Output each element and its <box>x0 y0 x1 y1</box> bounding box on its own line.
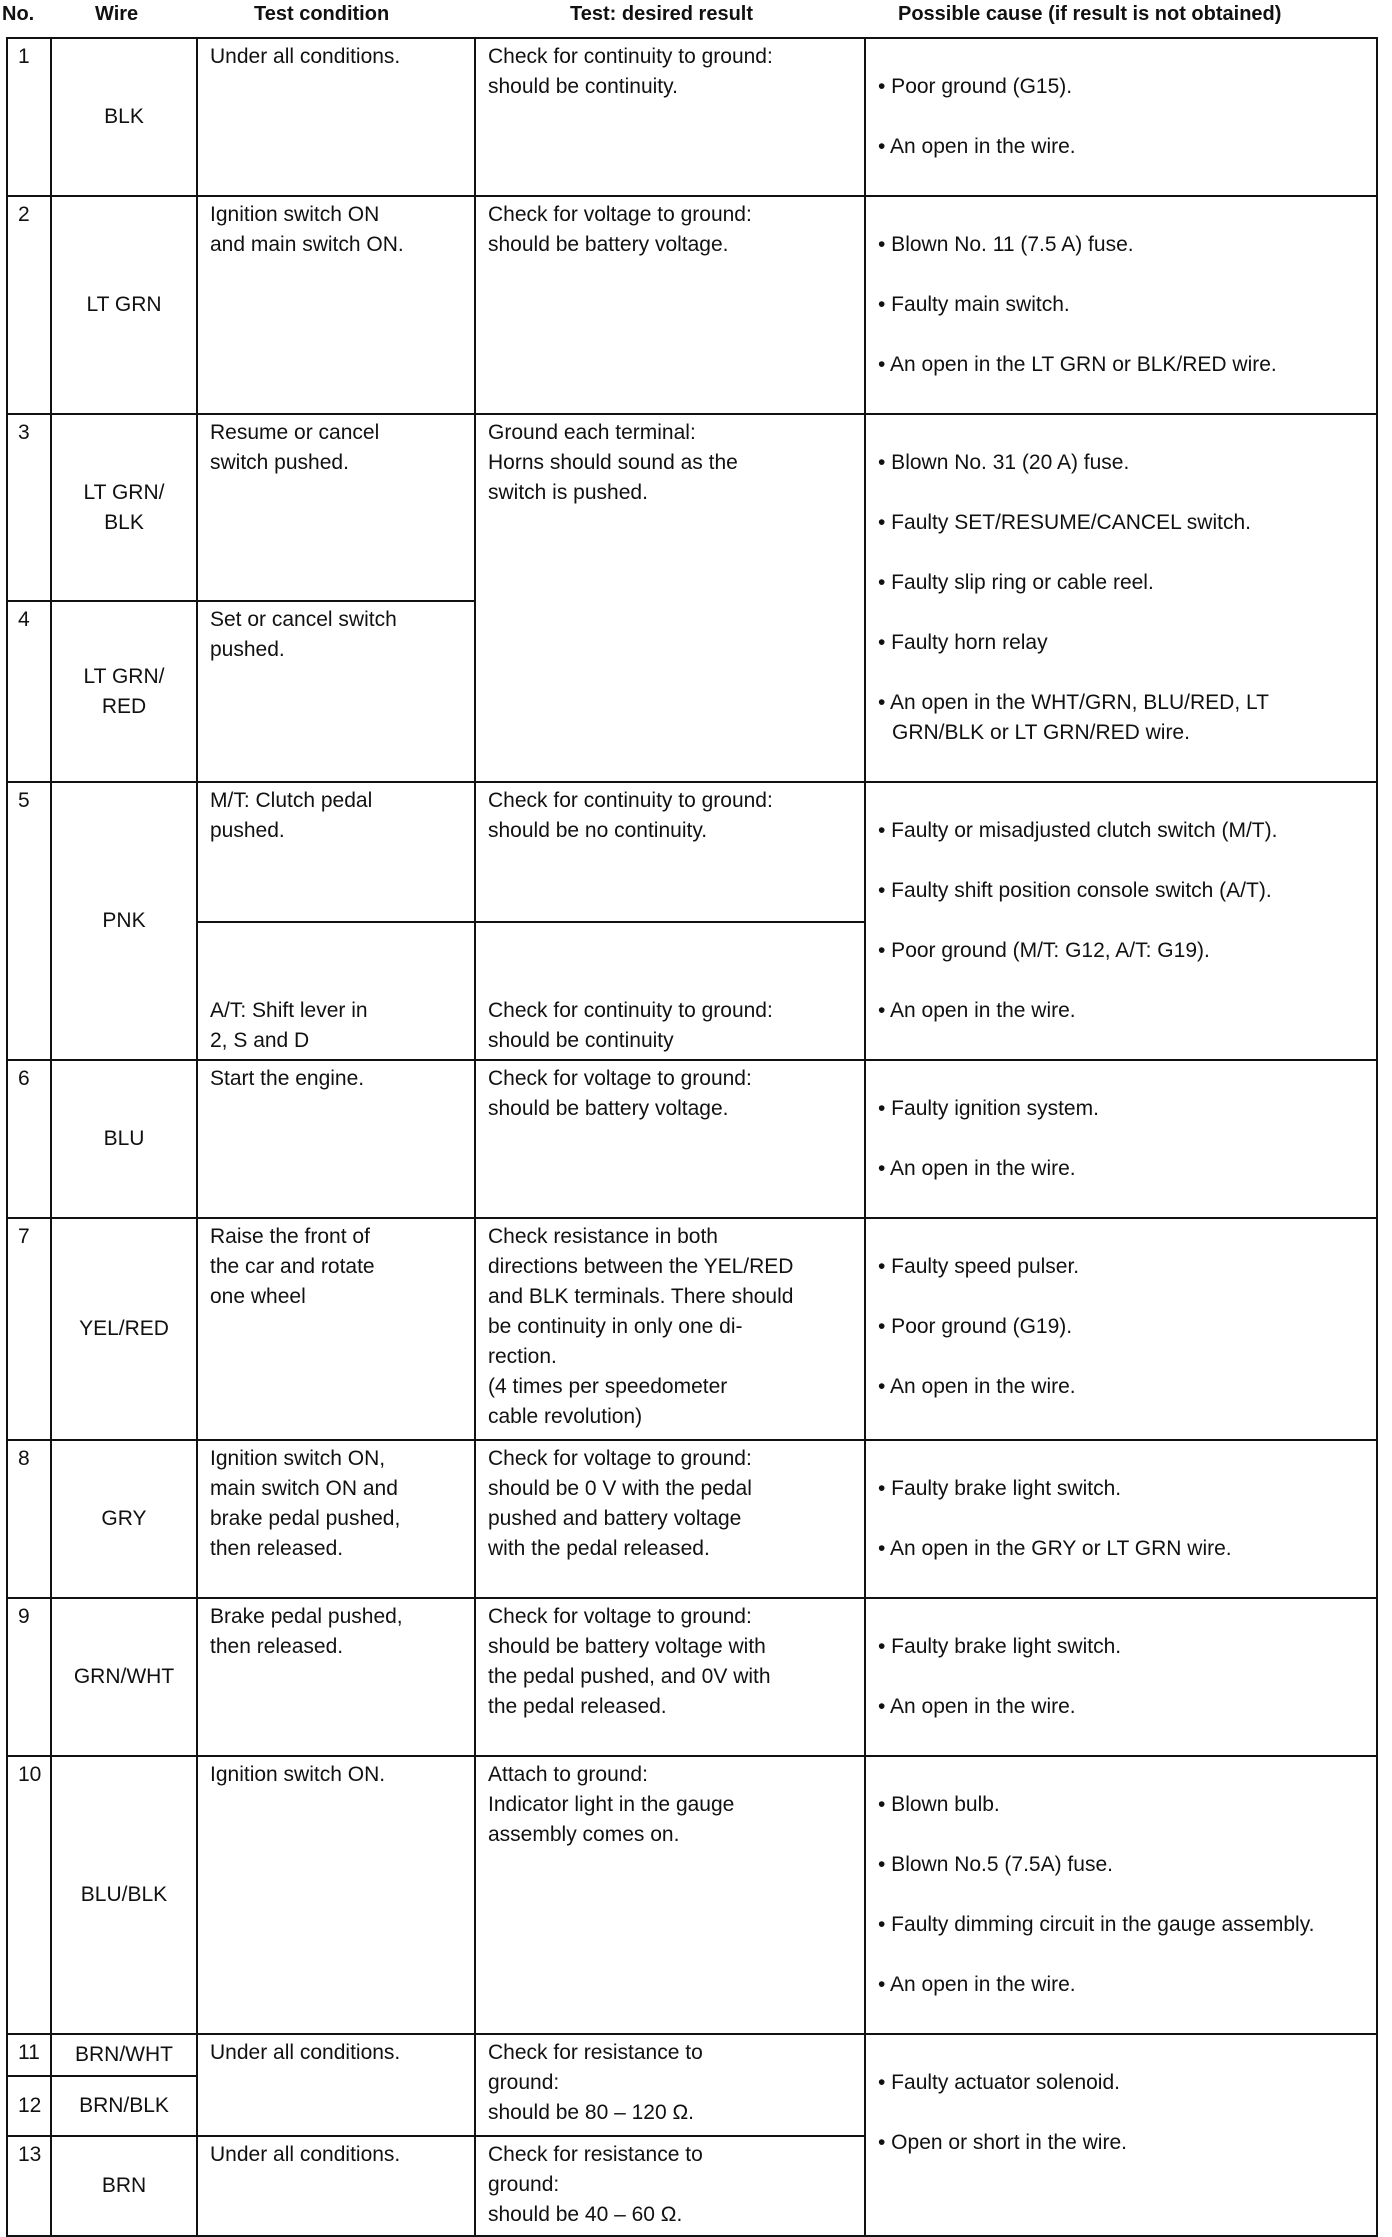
row-number: 13 <box>7 2136 51 2236</box>
desired-result: Check for voltage to ground: should be battery voltage. <box>475 196 865 414</box>
table-row <box>7 2034 1377 2076</box>
cause-item: • Poor ground (G19). <box>878 1315 1073 1338</box>
possible-cause <box>865 1440 1377 1598</box>
desired-result: Check for voltage to ground: should be battery voltage. <box>475 1060 865 1218</box>
table-header <box>0 0 1392 36</box>
cause-item: • An open in the wire. <box>878 1973 1076 1996</box>
cause-item: • Faulty slip ring or cable reel. <box>878 571 1154 594</box>
cause-item: • An open in the WHT/GRN, BLU/RED, LT GRN/BLK or LT GRN/RED wire. <box>878 691 1269 744</box>
cause-item: • Faulty SET/RESUME/CANCEL switch. <box>878 511 1251 534</box>
header-wire: Wire <box>95 3 139 25</box>
desired-result: Check resistance in both directions between the YEL/RED and BLK terminals. There should be continuity in only one di- rection. (4 times per speedometer cable revolution) <box>475 1218 865 1440</box>
cause-item: • Faulty or misadjusted clutch switch (M/T). <box>878 819 1278 842</box>
cause-item: • An open in the wire. <box>878 1375 1076 1398</box>
test-condition: Ignition switch ON. <box>197 1756 475 2034</box>
test-condition: Raise the front of the car and rotate one wheel <box>197 1218 475 1440</box>
wire-color: BRN <box>51 2136 197 2236</box>
cause-item: • Faulty speed pulser. <box>878 1255 1080 1278</box>
cause-item: • An open in the wire. <box>878 999 1076 1022</box>
desired-result: Check for resistance to ground: should be 40 – 60 Ω. <box>475 2136 865 2236</box>
cause-item: • An open in the GRY or LT GRN wire. <box>878 1537 1232 1560</box>
table-row <box>7 782 1377 922</box>
cause-item: • Blown No.5 (7.5A) fuse. <box>878 1853 1113 1876</box>
test-condition: M/T: Clutch pedal pushed. <box>197 782 475 922</box>
table-row <box>7 414 1377 601</box>
possible-cause <box>865 414 1377 782</box>
table-row <box>7 196 1377 414</box>
table-row <box>7 38 1377 196</box>
cause-item: • An open in the wire. <box>878 135 1076 158</box>
desired-result: Check for voltage to ground: should be battery voltage with the pedal pushed, and 0V with the pedal released. <box>475 1598 865 1756</box>
header-test-condition: Test condition <box>254 3 390 25</box>
row-number: 3 <box>7 414 51 601</box>
cause-item: • Faulty ignition system. <box>878 1097 1099 1120</box>
test-condition: Under all conditions. <box>197 2034 475 2136</box>
wire-color: BRN/BLK <box>51 2076 197 2136</box>
cause-item: • Faulty main switch. <box>878 293 1070 316</box>
desired-result: Check for voltage to ground: should be 0 V with the pedal pushed and battery voltage with the pedal released. <box>475 1440 865 1598</box>
desired-result: Attach to ground: Indicator light in the gauge assembly comes on. <box>475 1756 865 2034</box>
cause-item: • Poor ground (G15). <box>878 75 1073 98</box>
test-condition: Start the engine. <box>197 1060 475 1218</box>
wire-color: BLK <box>51 38 197 196</box>
header-possible-cause: Possible cause (if result is not obtained) <box>898 3 1282 25</box>
desired-result: Ground each terminal: Horns should sound as the switch is pushed. <box>475 414 865 782</box>
wire-color: BRN/WHT <box>51 2034 197 2076</box>
cause-item: • Blown No. 31 (20 A) fuse. <box>878 451 1130 474</box>
cause-item: • Faulty brake light switch. <box>878 1635 1122 1658</box>
cause-item: • An open in the wire. <box>878 1157 1076 1180</box>
cause-item: • An open in the wire. <box>878 1695 1076 1718</box>
test-condition: Resume or cancel switch pushed. <box>197 414 475 601</box>
row-number: 9 <box>7 1598 51 1756</box>
cause-item: • An open in the LT GRN or BLK/RED wire. <box>878 353 1277 376</box>
cause-item: • Faulty dimming circuit in the gauge assembly. <box>878 1913 1315 1936</box>
desired-result: Check for continuity to ground: should be continuity. <box>475 38 865 196</box>
possible-cause <box>865 1598 1377 1756</box>
test-condition: Set or cancel switch pushed. <box>197 601 475 782</box>
wire-color: LT GRN/ RED <box>51 601 197 782</box>
wire-color: BLU <box>51 1060 197 1218</box>
table-row <box>7 1598 1377 1756</box>
possible-cause <box>865 196 1377 414</box>
wire-color: LT GRN <box>51 196 197 414</box>
row-number: 6 <box>7 1060 51 1218</box>
wire-color: PNK <box>51 782 197 1060</box>
row-number: 10 <box>7 1756 51 2034</box>
desired-result: Check for continuity to ground: should be no continuity. <box>475 782 865 922</box>
wire-color: BLU/BLK <box>51 1756 197 2034</box>
table-row <box>7 1440 1377 1598</box>
wire-color: GRY <box>51 1440 197 1598</box>
row-number: 11 <box>7 2034 51 2076</box>
troubleshooting-table <box>6 37 1378 2237</box>
possible-cause <box>865 782 1377 1060</box>
cause-item: • Faulty horn relay <box>878 631 1048 654</box>
cause-item: • Blown No. 11 (7.5 A) fuse. <box>878 233 1134 256</box>
desired-result: Check for resistance to ground: should be 80 – 120 Ω. <box>475 2034 865 2136</box>
possible-cause <box>865 38 1377 196</box>
test-condition: Under all conditions. <box>197 2136 475 2236</box>
possible-cause <box>865 1218 1377 1440</box>
wire-color: LT GRN/ BLK <box>51 414 197 601</box>
test-condition: A/T: Shift lever in 2, S and D <box>197 922 475 1060</box>
possible-cause <box>865 1060 1377 1218</box>
cause-item: • Blown bulb. <box>878 1793 1000 1816</box>
wire-color: YEL/RED <box>51 1218 197 1440</box>
row-number: 5 <box>7 782 51 1060</box>
row-number: 2 <box>7 196 51 414</box>
row-number: 8 <box>7 1440 51 1598</box>
test-condition: Under all conditions. <box>197 38 475 196</box>
row-number: 7 <box>7 1218 51 1440</box>
test-condition: Brake pedal pushed, then released. <box>197 1598 475 1756</box>
table-row <box>7 1756 1377 2034</box>
possible-cause <box>865 1756 1377 2034</box>
header-no: No. <box>2 3 35 25</box>
row-number: 1 <box>7 38 51 196</box>
cause-item: • Faulty brake light switch. <box>878 1477 1122 1500</box>
test-condition: Ignition switch ON and main switch ON. <box>197 196 475 414</box>
cause-item: • Poor ground (M/T: G12, A/T: G19). <box>878 939 1210 962</box>
table-row <box>7 1060 1377 1218</box>
table-row <box>7 1218 1377 1440</box>
header-desired-result: Test: desired result <box>570 3 754 25</box>
wire-color: GRN/WHT <box>51 1598 197 1756</box>
row-number: 12 <box>7 2076 51 2136</box>
cause-item: • Faulty actuator solenoid. <box>878 2071 1120 2094</box>
cause-item: • Faulty shift position console switch (A/T). <box>878 879 1272 902</box>
row-number: 4 <box>7 601 51 782</box>
desired-result: Check for continuity to ground: should be continuity <box>475 922 865 1060</box>
cause-item: • Open or short in the wire. <box>878 2131 1127 2154</box>
test-condition: Ignition switch ON, main switch ON and brake pedal pushed, then released. <box>197 1440 475 1598</box>
possible-cause <box>865 2034 1377 2236</box>
